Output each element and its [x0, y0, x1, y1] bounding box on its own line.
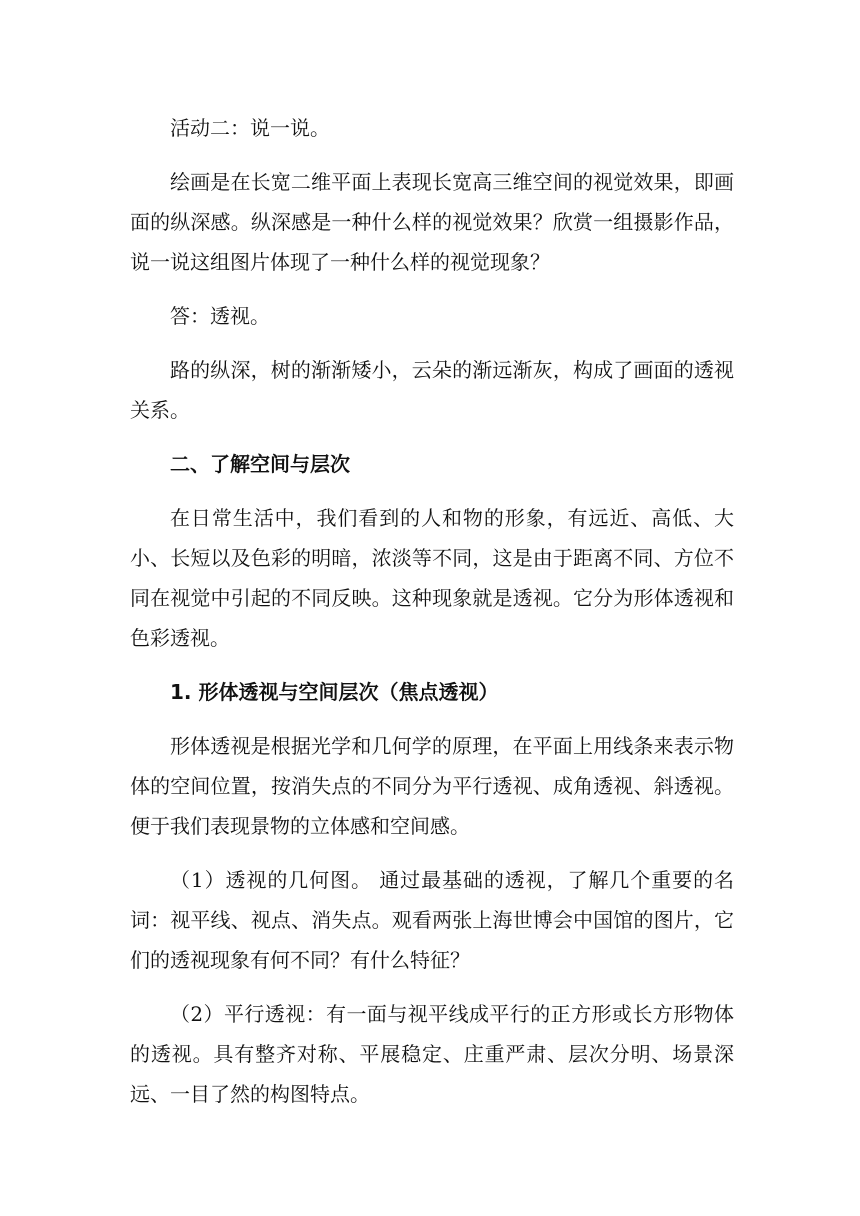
section-two-heading: 二、了解空间与层次: [170, 452, 350, 476]
answer-paragraph: 答：透视。: [170, 304, 270, 328]
perspective-relation-paragraph: 路的纵深，树的渐渐矮小，云朵的渐远渐灰，构成了画面的透视关系。: [130, 358, 734, 422]
document-body: [130, 108, 734, 1114]
activity-two-heading: 活动二：说一说。: [170, 116, 330, 140]
parallel-perspective-paragraph: （2）平行透视：有一面与视平线成平行的正方形或长方形物体的透视。具有整齐对称、平展稳定、庄重严肃、层次分明、场景深远、一目了然的构图特点。: [130, 1002, 734, 1106]
daily-life-perspective-paragraph: 在日常生活中，我们看到的人和物的形象，有远近、高低、大小、长短以及色彩的明暗，浓淡等不同，这是由于距离不同、方位不同在视觉中引起的不同反映。这种现象就是透视。它分为形体透视和色彩透视。: [130, 506, 734, 650]
geometry-diagram-paragraph: （1）透视的几何图。 通过最基础的透视，了解几个重要的名词：视平线、视点、消失点。观看两张上海世博会中国馆的图片，它们的透视现象有何不同？有什么特征？: [130, 868, 734, 972]
form-perspective-paragraph: 形体透视是根据光学和几何学的原理，在平面上用线条来表示物体的空间位置，按消失点的不同分为平行透视、成角透视、斜透视。便于我们表现景物的立体感和空间感。: [130, 734, 734, 838]
painting-depth-paragraph: 绘画是在长宽二维平面上表现长宽高三维空间的视觉效果，即画面的纵深感。纵深感是一种什么样的视觉效果？欣赏一组摄影作品，说一说这组图片体现了一种什么样的视觉现象？: [130, 170, 734, 274]
form-perspective-heading: 1. 形体透视与空间层次（焦点透视）: [170, 680, 499, 704]
